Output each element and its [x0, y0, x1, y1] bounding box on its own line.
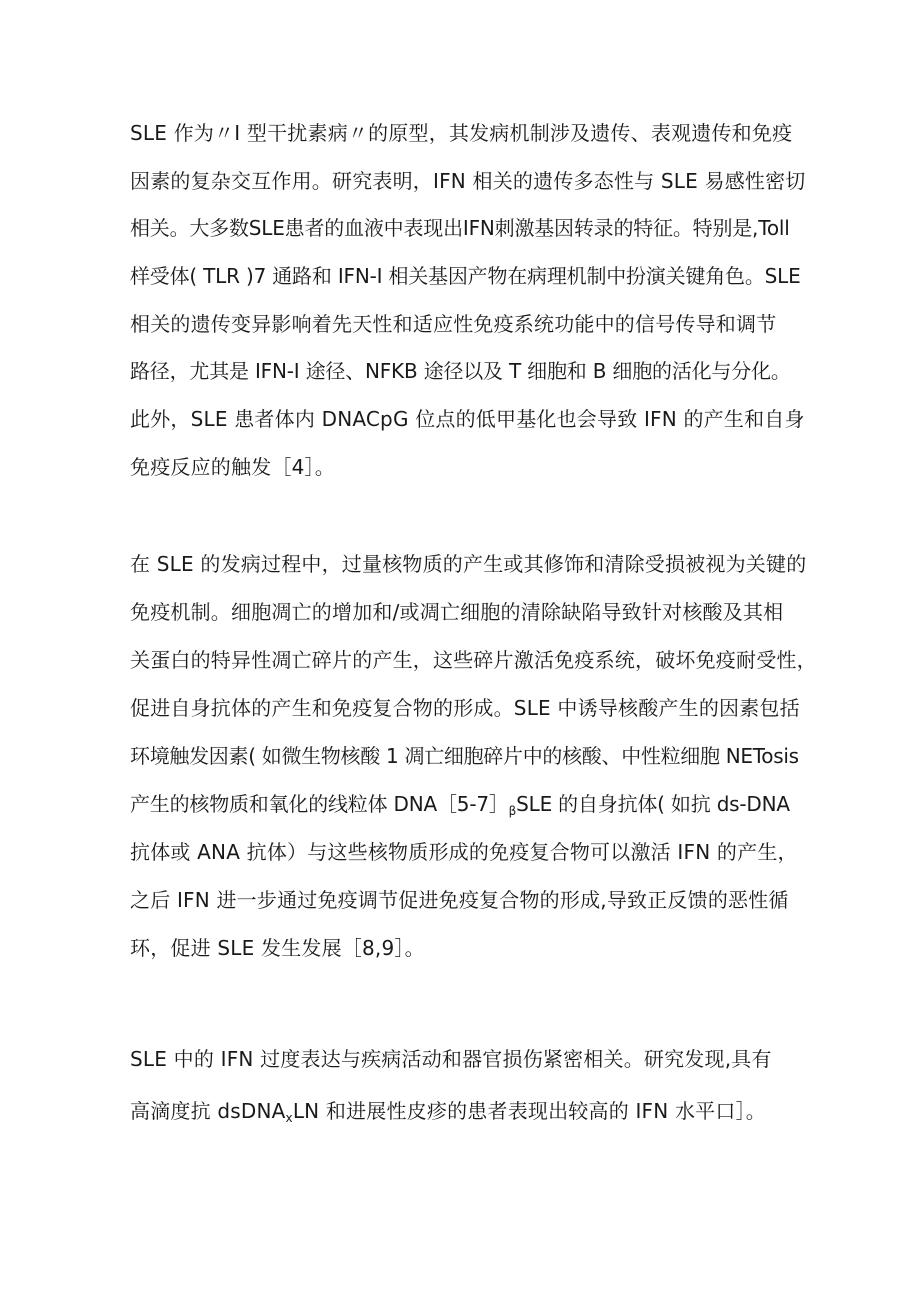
text-line: 免疫机制。细胞凋亡的增加和/或凋亡细胞的清除缺陷导致针对核酸及其相: [130, 600, 784, 624]
text-segment: 高滴度抗 dsDNA: [130, 1099, 286, 1123]
text-line: 促进自身抗体的产生和免疫复合物的形成。SLE 中诱导核酸产生的因素包括: [130, 696, 800, 720]
text-line: 抗体或 ANA 抗体）与这些核物质形成的免疫复合物可以激活 IFN 的产生，: [130, 840, 798, 864]
text-line: 在 SLE 的发病过程中，过量核物质的产生或其修饰和清除受损被视为关键的: [130, 552, 807, 576]
text-line: 之后 IFN 进一步通过免疫调节促进免疫复合物的形成,导致正反馈的恶性循: [130, 888, 789, 912]
text-line: 相关。大多数SLE患者的血液中表现出IFN刺激基因转录的特征。特别是,Toll: [130, 216, 790, 240]
text-line: 环境触发因素( 如微生物核酸 1 凋亡细胞碎片中的核酸、中性粒细胞 NETosis: [130, 744, 799, 768]
text-line: 相关的遗传变异影响着先天性和适应性免疫系统功能中的信号传导和调节: [130, 312, 777, 336]
subscript: x: [285, 1111, 293, 1125]
text-segment: SLE 的自身抗体( 如抗 ds-DNA: [516, 792, 790, 816]
text-line: 路径，尤其是 IFN-I 途径、NFKB 途径以及 T 细胞和 B 细胞的活化与分化。: [130, 359, 791, 383]
text-line: [130, 1099, 766, 1123]
text-segment: LN 和进展性皮疹的患者表现出较高的 IFN 水平口］。: [292, 1099, 766, 1123]
text-line: 此外，SLE 患者体内 DNACpG 位点的低甲基化也会导致 IFN 的产生和自身: [130, 407, 805, 431]
text-line: 因素的复杂交互作用。研究表明，IFN 相关的遗传多态性与 SLE 易感性密切: [130, 169, 806, 193]
text-line: 免疫反应的触发［4］。: [130, 455, 335, 479]
text-line: 样受体( TLR )7 通路和 IFN-I 相关基因产物在病理机制中扮演关键角色。SLE: [130, 264, 801, 288]
text-line: 关蛋白的特异性凋亡碎片的产生，这些碎片激活免疫系统，破坏免疫耐受性，: [130, 648, 817, 672]
text-line: SLE 作为〃I 型干扰素病〃的原型，其发病机制涉及遗传、表观遗传和免疫: [130, 121, 793, 145]
text-line: [130, 792, 790, 816]
text-line: 环，促进 SLE 发生发展［8,9］。: [130, 936, 425, 960]
subscript: β: [508, 804, 517, 818]
text-segment: 产生的核物质和氧化的线粒体 DNA［5-7］: [130, 792, 509, 816]
text-line: SLE 中的 IFN 过度表达与疾病活动和器官损伤紧密相关。研究发现,具有: [130, 1047, 772, 1071]
